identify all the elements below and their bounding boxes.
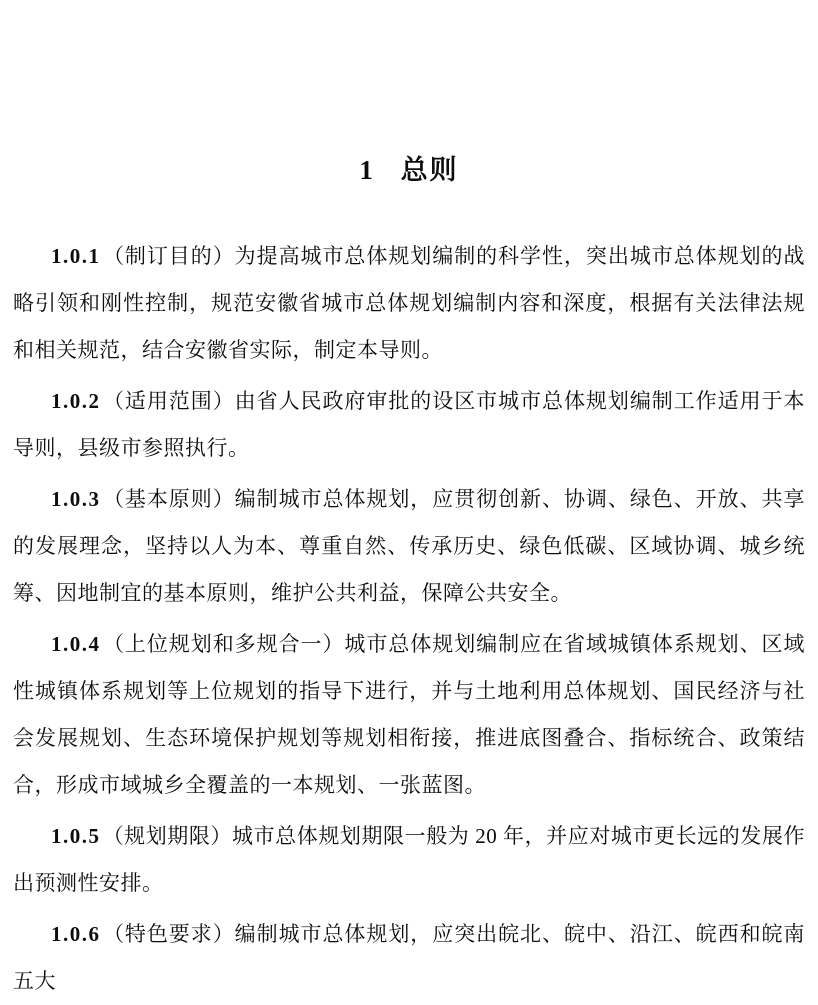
clause-paragraph [13,813,805,907]
clause-paragraph [13,911,805,1005]
document-body [13,233,805,1005]
chapter-number: 1 [359,155,375,185]
clause-text: （上位规划和多规合一）城市总体规划编制应在省域城镇体系规划、区域性城镇体系规划等上位规划的指导下进行，并与土地利用总体规划、国民经济与社会发展规划、生态环境保护规划等规划相衔接，推进底图叠合、指标统合、政策结合，形成市域城乡全覆盖的一本规划、一张蓝图。 [13,632,805,797]
clause-number: 1.0.2 [51,389,101,413]
clause-text: （适用范围）由省人民政府审批的设区市城市总体规划编制工作适用于本导则，县级市参照执行。 [13,389,805,460]
clause-text: （特色要求）编制城市总体规划，应突出皖北、皖中、沿江、皖西和皖南五大 [13,922,805,993]
clause-text: （规划期限）城市总体规划期限一般为 20 年，并应对城市更长远的发展作出预测性安排。 [13,824,805,895]
clause-number: 1.0.4 [51,632,101,656]
clause-paragraph [13,476,805,617]
chapter-title [13,152,805,188]
clause-text: （制订目的）为提高城市总体规划编制的科学性，突出城市总体规划的战略引领和刚性控制，规范安徽省城市总体规划编制内容和深度，根据有关法律法规和相关规范，结合安徽省实际，制定本导则。 [13,244,805,362]
clause-paragraph [13,378,805,472]
clause-number: 1.0.3 [51,487,101,511]
clause-number: 1.0.1 [51,244,101,268]
clause-number: 1.0.6 [51,922,101,946]
clause-paragraph [13,621,805,809]
clause-number: 1.0.5 [51,824,101,848]
clause-text: （基本原则）编制城市总体规划，应贯彻创新、协调、绿色、开放、共享的发展理念，坚持以人为本、尊重自然、传承历史、绿色低碳、区域协调、城乡统筹、因地制宜的基本原则，维护公共利益，保障公共安全。 [13,487,805,605]
chapter-title-text: 总则 [400,155,459,185]
clause-paragraph [13,233,805,374]
